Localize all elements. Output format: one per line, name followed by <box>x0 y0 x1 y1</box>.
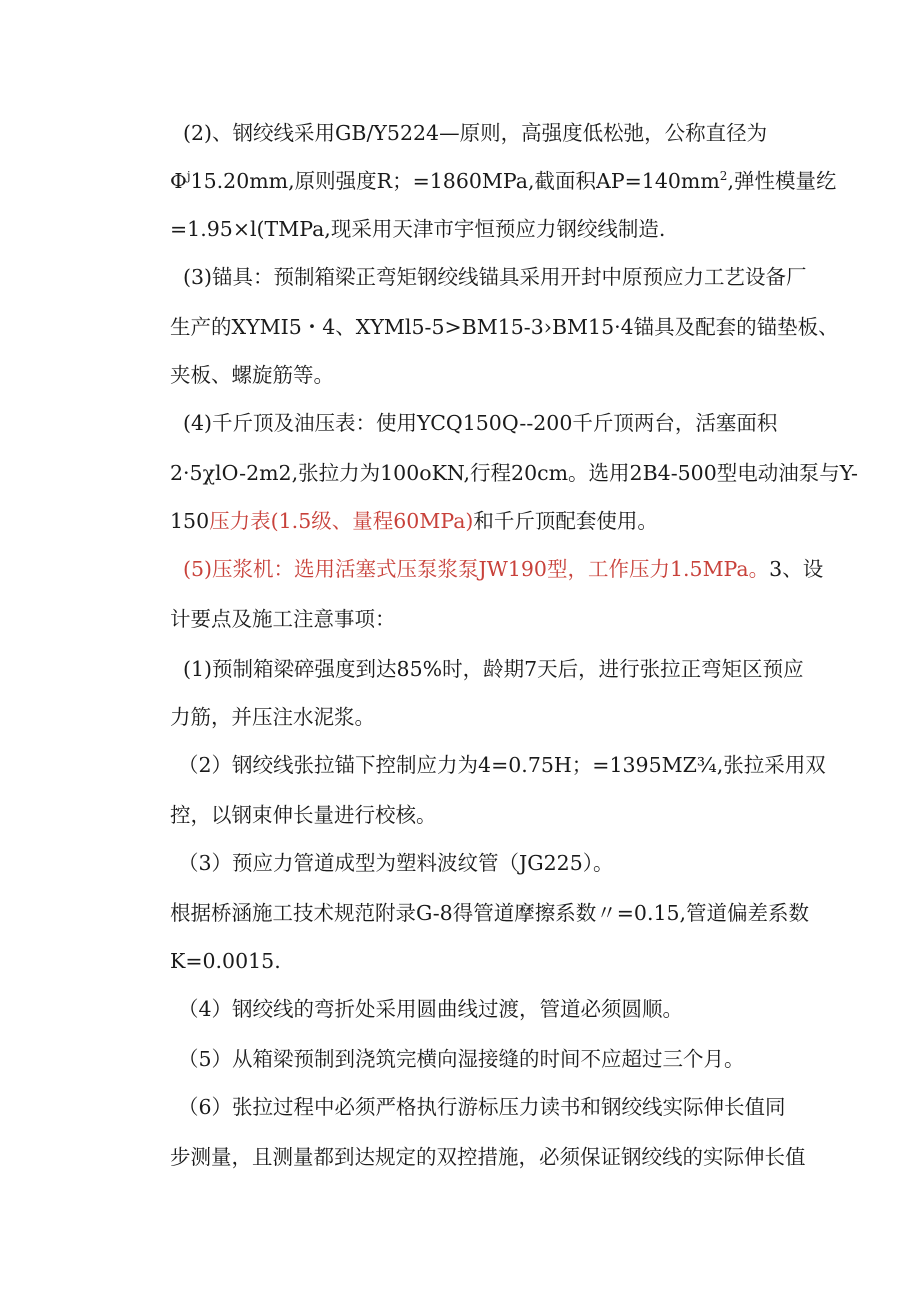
paragraph-friction-line1 <box>170 900 809 926</box>
text-span: 2·5χlO-2m2,张拉力为100oKN,行程20cm。选用2B4-500型电动油泵与Y- <box>170 461 858 485</box>
paragraph-jack-line1 <box>183 410 777 436</box>
highlighted-text: 压浆机：选用活塞式压泵浆泵JW190型，工作压力1.5MPa。 <box>212 557 770 581</box>
text-span: =1.95×l(TMPa,现采用天津市宇恒预应力钢绞线制造. <box>170 217 666 241</box>
paragraph-jack-line2 <box>170 460 858 486</box>
text-span: (4)千斤顶及油压表：使用YCQ150Q--200千斤顶两台，活塞面积 <box>183 411 778 435</box>
text-span: （3）预应力管道成型为塑料波纹管（JG225）。 <box>178 851 614 875</box>
paragraph-point1-line2 <box>170 704 375 730</box>
paragraph-point6-line1 <box>178 1094 786 1120</box>
paragraph-point5 <box>178 1046 745 1072</box>
text-span: （4）钢绞线的弯折处采用圆曲线过渡，管道必须圆顺。 <box>178 997 684 1021</box>
paragraph-anchor-line2 <box>170 314 839 340</box>
text-span: 步测量，且测量都到达规定的双控措施，必须保证钢绞线的实际伸长值 <box>170 1145 806 1169</box>
paragraph-anchor-line1 <box>183 264 807 290</box>
text-span: K=0.0015. <box>170 949 281 973</box>
text-span: （5）从箱梁预制到浇筑完横向湿接缝的时间不应超过三个月。 <box>178 1047 745 1071</box>
text-span: ,弹性模量纥 <box>727 169 837 193</box>
paragraph-grout-line1 <box>183 556 823 582</box>
text-span: (3)锚具：预制箱梁正弯矩钢绞线锚具采用开封中原预应力工艺设备厂 <box>183 265 807 289</box>
text-span: 根据桥涵施工技术规范附录G-8得管道摩擦系数〃=0.15,管道偏差系数 <box>170 901 810 925</box>
text-span: （2）钢绞线张拉锚下控制应力为4=0.75H；=1395MZ¾,张拉采用双 <box>178 753 826 777</box>
paragraph-steel-strand-line2 <box>170 168 836 194</box>
superscript: j <box>186 169 191 184</box>
paragraph-point4 <box>178 996 683 1022</box>
text-span: (1)预制箱梁碎强度到达85%时，龄期7天后，进行张拉正弯矩区预应 <box>183 657 804 681</box>
paragraph-design-points-heading <box>170 606 396 632</box>
paragraph-point3 <box>178 850 614 876</box>
text-span: Φ <box>170 169 187 193</box>
paragraph-point2-line2 <box>170 802 437 828</box>
text-span: 控，以钢束伸长量进行校核。 <box>170 803 437 827</box>
paragraph-anchor-line3 <box>170 362 334 388</box>
text-span: 和千斤顶配套使用。 <box>473 509 658 533</box>
text-span: 生产的XYMI5・4、XYMl5-5>BM15-3›BM15·4锚具及配套的锚垫板、 <box>170 315 839 339</box>
text-span: 计要点及施工注意事项： <box>170 607 396 631</box>
highlighted-text: 压力表(1.5级、量程60MPa) <box>209 509 474 533</box>
text-span: 15.20mm,原则强度R；=1860MPa,截面积AP=140mm <box>190 169 720 193</box>
paragraph-jack-line3 <box>170 508 658 534</box>
text-span: 力筋，并压注水泥浆。 <box>170 705 375 729</box>
paragraph-friction-line2 <box>170 948 281 974</box>
highlighted-text: (5) <box>183 557 213 581</box>
paragraph-steel-strand-line1 <box>183 120 767 146</box>
paragraph-point1-line1 <box>183 656 804 682</box>
paragraph-steel-strand-line3 <box>170 216 665 242</box>
text-span: (2)、钢绞线采用GB/Y5224—原则，高强度低松弛，公称直径为 <box>183 121 768 145</box>
superscript: 2 <box>719 169 728 184</box>
text-span: 150 <box>170 509 210 533</box>
text-span: （6）张拉过程中必须严格执行游标压力读书和钢绞线实际伸长值同 <box>178 1095 786 1119</box>
text-span: 夹板、螺旋筋等。 <box>170 363 334 387</box>
text-span: 3、设 <box>769 557 824 581</box>
paragraph-point2-line1 <box>178 752 826 778</box>
paragraph-point6-line2 <box>170 1144 806 1170</box>
